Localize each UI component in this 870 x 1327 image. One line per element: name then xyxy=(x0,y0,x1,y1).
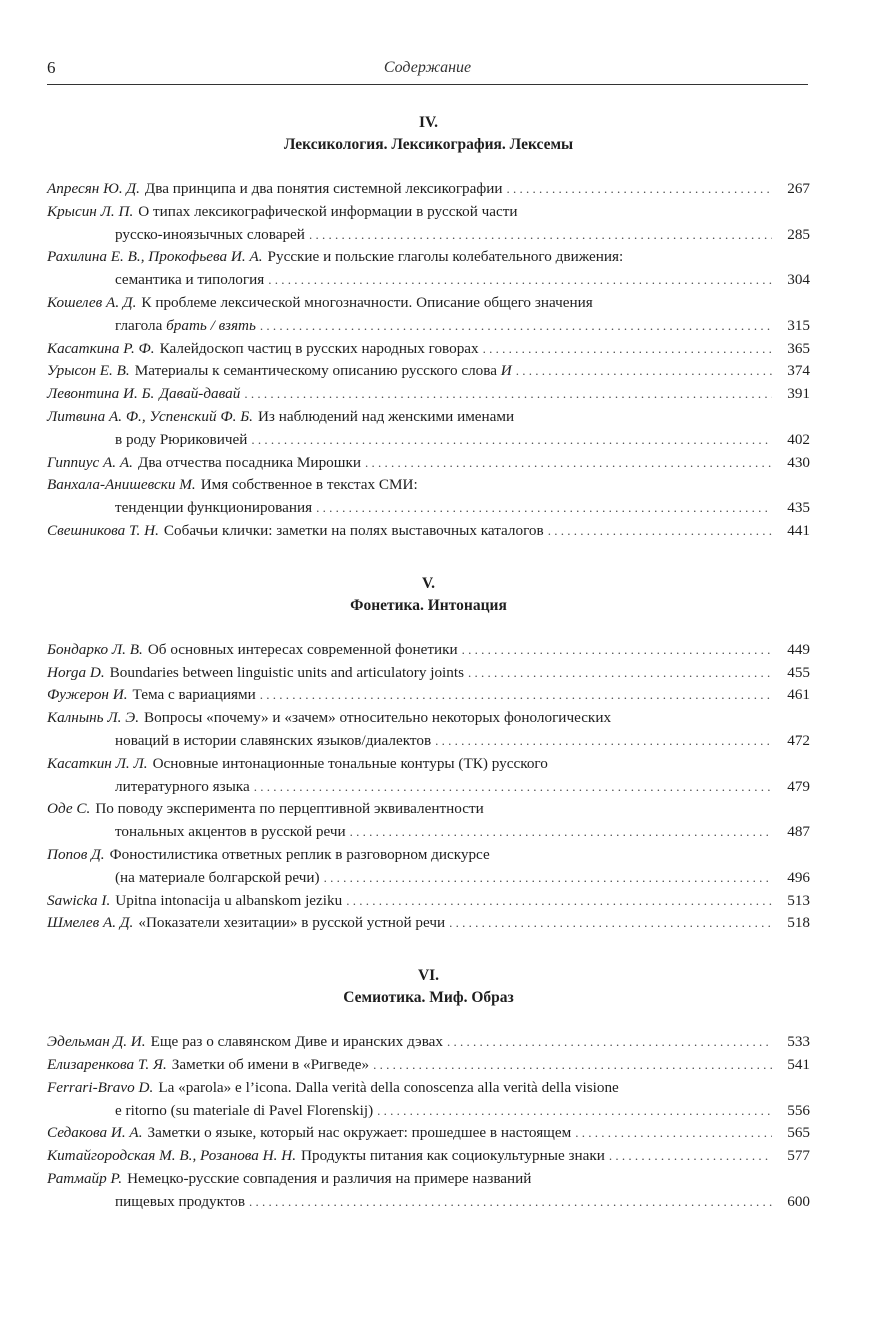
dot-leader xyxy=(435,730,772,753)
entry-title: Имя собственное в текстах СМИ: xyxy=(200,476,418,494)
entry-author: Ванхала-Анишевски М. xyxy=(47,476,196,494)
toc-entry-line xyxy=(47,292,810,315)
dot-leader xyxy=(462,639,772,662)
toc-entry-line xyxy=(47,315,810,338)
toc-section xyxy=(47,112,810,543)
section-heading xyxy=(47,112,810,156)
toc-entry-line xyxy=(47,474,810,497)
entry-page-number: 533 xyxy=(787,1033,810,1051)
entry-title: e ritorno (su materiale di Pavel Florenskij) xyxy=(115,1101,374,1119)
entry-author: Крысин Л. П. xyxy=(47,202,134,220)
entry-title: литературного языка xyxy=(115,777,250,795)
entry-title: (на материале болгарской речи) xyxy=(115,868,320,886)
entry-page-number: 455 xyxy=(787,663,810,681)
entry-title: семантика и типология xyxy=(115,271,265,289)
toc-entry[interactable] xyxy=(47,890,810,913)
entry-author: Шмелев А. Д. xyxy=(47,914,134,932)
dot-leader xyxy=(468,662,772,685)
toc-entry-line xyxy=(47,224,810,247)
toc-entry-line xyxy=(47,497,810,520)
section-title: Семиотика. Миф. Образ xyxy=(343,989,514,1007)
section-heading xyxy=(47,573,810,617)
entry-title: Материалы к семантическому описанию русского слова И xyxy=(134,362,512,380)
toc-entry-line xyxy=(47,429,810,452)
entry-author: Седакова И. А. xyxy=(47,1124,143,1142)
entry-page-number: 577 xyxy=(787,1147,810,1165)
dot-leader xyxy=(575,1122,772,1145)
entry-author: Бондарко Л. В. xyxy=(47,640,143,658)
toc-entry-line xyxy=(47,1100,810,1123)
dot-leader xyxy=(483,338,772,361)
entry-page-number: 472 xyxy=(787,731,810,749)
entry-title: Немецко-русские совпадения и различия на примере названий xyxy=(127,1169,532,1187)
entry-page-number: 461 xyxy=(787,686,810,704)
dot-leader xyxy=(316,497,772,520)
toc-entry-line xyxy=(47,406,810,429)
dot-leader xyxy=(447,1031,772,1054)
toc-entry[interactable] xyxy=(47,1054,810,1077)
toc-entry[interactable] xyxy=(47,912,810,935)
entry-title: русско-иноязычных словарей xyxy=(115,225,305,243)
toc-entry-line xyxy=(47,798,810,821)
toc-entry-line xyxy=(47,1168,810,1191)
entry-title: Калейдоскоп частиц в русских народных говорах xyxy=(159,339,479,357)
entry-author: Попов Д. xyxy=(47,845,105,863)
section-title: Лексикология. Лексикография. Лексемы xyxy=(283,136,574,153)
entry-author: Рахилина Е. В., Прокофьева И. А. xyxy=(47,248,263,266)
entry-title: К проблеме лексической многозначности. Описание общего значения xyxy=(141,293,593,311)
dot-leader xyxy=(268,269,772,292)
toc-entry[interactable] xyxy=(47,338,810,361)
entry-author: Касаткин Л. Л. xyxy=(47,754,148,772)
entry-title: Из наблюдений над женскими именами xyxy=(257,407,515,425)
entry-page-number: 441 xyxy=(787,521,810,539)
toc-entry-line xyxy=(47,1191,810,1214)
toc-entry-line xyxy=(47,912,810,935)
entry-title: Заметки об имени в «Ригведе» xyxy=(171,1055,370,1073)
toc-entry[interactable] xyxy=(47,1122,810,1145)
entry-title: Upitna intonacija u albanskom jeziku xyxy=(115,891,343,909)
toc-entry-line xyxy=(47,776,810,799)
entry-title: Два отчества посадника Мирошки xyxy=(137,453,361,471)
toc-entry[interactable] xyxy=(47,383,810,406)
toc-entry[interactable] xyxy=(47,684,810,707)
toc-section xyxy=(47,573,810,935)
section-number: VI. xyxy=(417,967,440,985)
toc-entry-line xyxy=(47,360,810,383)
toc-entry[interactable] xyxy=(47,201,810,247)
entry-title: Еще раз о славянском Диве и иранских дэвах xyxy=(150,1033,444,1051)
toc-entry-line xyxy=(47,1145,810,1168)
running-title: Содержание xyxy=(383,59,472,76)
entry-author: Литвина А. Ф., Успенский Ф. Б. xyxy=(47,407,253,425)
entry-author: Касаткина Р. Ф. xyxy=(47,339,155,357)
entry-page-number: 430 xyxy=(787,453,810,471)
table-of-contents xyxy=(47,112,810,1243)
toc-section xyxy=(47,965,810,1213)
running-head xyxy=(47,58,808,85)
entry-title: Тема с вариациями xyxy=(132,686,256,704)
entry-page-number: 565 xyxy=(787,1124,810,1142)
dot-leader xyxy=(346,890,772,913)
entry-author: Левонтина И. Б. xyxy=(47,385,155,403)
entry-title: пищевых продуктов xyxy=(115,1192,246,1210)
toc-entry-line xyxy=(47,1054,810,1077)
toc-entry-line xyxy=(47,662,810,685)
entry-page-number: 435 xyxy=(787,499,810,517)
toc-entry-line xyxy=(47,1077,810,1100)
toc-entry-line xyxy=(47,684,810,707)
dot-leader xyxy=(516,360,772,383)
dot-leader xyxy=(324,867,772,890)
toc-entry-line xyxy=(47,1122,810,1145)
entry-page-number: 479 xyxy=(787,777,810,795)
toc-entry-line xyxy=(47,867,810,890)
entry-author: Кошелев А. Д. xyxy=(47,293,137,311)
entry-title: Фоностилистика ответных реплик в разговорном дискурсе xyxy=(109,845,490,863)
entry-title: Заметки о языке, который нас окружает: прошедшее в настоящем xyxy=(147,1124,572,1142)
toc-entry-list xyxy=(47,178,810,543)
entry-author: Оде С. xyxy=(47,800,91,818)
toc-entry-line xyxy=(47,452,810,475)
dot-leader xyxy=(254,776,772,799)
toc-entry-line xyxy=(47,844,810,867)
entry-author: Фужерон И. xyxy=(47,686,128,704)
toc-entry-line xyxy=(47,246,810,269)
toc-entry[interactable] xyxy=(47,798,810,844)
entry-page-number: 267 xyxy=(787,180,810,197)
entry-page-number: 518 xyxy=(787,914,810,932)
entry-page-number: 556 xyxy=(787,1101,810,1119)
entry-title: тенденции функционирования xyxy=(115,499,313,517)
entry-author: Урысон Е. В. xyxy=(47,362,130,380)
entry-page-number: 374 xyxy=(787,362,810,380)
toc-entry[interactable] xyxy=(47,662,810,685)
toc-entry-line xyxy=(47,338,810,361)
dot-leader xyxy=(260,315,772,338)
entry-title: Продукты питания как социокультурные знаки xyxy=(301,1147,605,1165)
toc-entry-list xyxy=(47,1031,810,1213)
entry-title: Вопросы «почему» и «зачем» относительно некоторых фонологических xyxy=(144,709,612,727)
toc-entry-line xyxy=(47,178,810,201)
section-number: IV. xyxy=(418,114,439,131)
entry-page-number: 600 xyxy=(787,1192,810,1210)
dot-leader xyxy=(350,821,772,844)
toc-entry[interactable] xyxy=(47,1145,810,1168)
entry-author: Апресян Ю. Д. xyxy=(47,180,140,197)
entry-page-number: 449 xyxy=(787,640,810,658)
dot-leader xyxy=(373,1054,772,1077)
entry-page-number: 496 xyxy=(787,868,810,886)
page-number: 6 xyxy=(47,58,56,77)
dot-leader xyxy=(244,383,772,406)
dot-leader xyxy=(251,429,772,452)
toc-entry[interactable] xyxy=(47,452,810,475)
entry-author: Horga D. xyxy=(47,663,105,681)
section-heading xyxy=(47,965,810,1009)
entry-title: новаций в истории славянских языков/диалектов xyxy=(115,731,432,749)
entry-page-number: 391 xyxy=(787,385,810,403)
entry-title: глагола брать / взять xyxy=(115,316,256,334)
entry-title: О типах лексикографической информации в русской части xyxy=(138,202,518,220)
dot-leader xyxy=(260,684,772,707)
entry-page-number: 285 xyxy=(787,225,810,243)
entry-title: в роду Рюриковичей xyxy=(115,430,248,448)
toc-entry-line xyxy=(47,1031,810,1054)
section-title: Фонетика. Интонация xyxy=(350,596,507,614)
section-number: V. xyxy=(421,574,436,592)
toc-entry[interactable] xyxy=(47,639,810,662)
entry-author: Гиппиус А. А. xyxy=(47,453,133,471)
entry-author: Эдельман Д. И. xyxy=(47,1033,146,1051)
toc-entry-line xyxy=(47,821,810,844)
entry-page-number: 487 xyxy=(787,823,810,841)
toc-entry[interactable] xyxy=(47,753,810,799)
entry-author: Ратмайр Р. xyxy=(47,1169,123,1187)
toc-entry[interactable] xyxy=(47,1168,810,1214)
entry-title: Собачьи клички: заметки на полях выставочных каталогов xyxy=(163,521,544,539)
dot-leader xyxy=(249,1191,772,1214)
entry-title: La «parola» e l’icona. Dalla verità della conoscenza alla verità della visione xyxy=(158,1078,619,1096)
toc-entry[interactable] xyxy=(47,844,810,890)
entry-author: Китайгородская М. В., Розанова Н. Н. xyxy=(47,1147,297,1165)
entry-author: Свешникова Т. Н. xyxy=(47,521,159,539)
toc-entry[interactable] xyxy=(47,292,810,338)
entry-title: Boundaries between linguistic units and articulatory joints xyxy=(109,663,464,681)
entry-title: Основные интонационные тональные контуры (ТК) русского xyxy=(152,754,548,772)
toc-entry-line xyxy=(47,890,810,913)
entry-author: Елизаренкова Т. Я. xyxy=(47,1055,167,1073)
entry-page-number: 365 xyxy=(787,339,810,357)
toc-entry[interactable] xyxy=(47,246,810,292)
entry-author: Ferrari-Bravo D. xyxy=(47,1078,154,1096)
dot-leader xyxy=(365,452,772,475)
toc-entry-line xyxy=(47,520,810,543)
toc-entry-line xyxy=(47,730,810,753)
entry-title: «Показатели хезитации» в русской устной речи xyxy=(138,914,446,932)
toc-entry-line xyxy=(47,201,810,224)
dot-leader xyxy=(449,912,772,935)
toc-entry[interactable] xyxy=(47,520,810,543)
toc-entry-line xyxy=(47,753,810,776)
entry-author: Sawicka I. xyxy=(47,891,111,909)
entry-title: Русские и польские глаголы колебательного движения: xyxy=(267,248,624,266)
toc-entry[interactable] xyxy=(47,1031,810,1054)
entry-page-number: 315 xyxy=(787,316,810,334)
toc-entry[interactable] xyxy=(47,178,810,201)
entry-title: Об основных интересах современной фонетики xyxy=(147,640,458,658)
entry-title: По поводу эксперимента по перцептивной эквивалентности xyxy=(95,800,484,818)
toc-entry[interactable] xyxy=(47,707,810,753)
entry-title: тональных акцентов в русской речи xyxy=(115,823,346,841)
toc-entry[interactable] xyxy=(47,1077,810,1123)
entry-page-number: 541 xyxy=(787,1055,810,1073)
toc-entry-line xyxy=(47,707,810,730)
entry-page-number: 513 xyxy=(787,891,810,909)
toc-entry-line xyxy=(47,269,810,292)
dot-leader xyxy=(548,520,772,543)
entry-page-number: 304 xyxy=(787,271,810,289)
dot-leader xyxy=(506,178,772,201)
toc-entry[interactable] xyxy=(47,406,810,452)
dot-leader xyxy=(377,1100,772,1123)
dot-leader xyxy=(309,224,772,247)
dot-leader xyxy=(609,1145,772,1168)
entry-title: Давай-давай xyxy=(159,385,241,403)
toc-entry-list xyxy=(47,639,810,935)
toc-entry[interactable] xyxy=(47,474,810,520)
entry-title: Два принципа и два понятия системной лексикографии xyxy=(144,180,503,197)
toc-entry-line xyxy=(47,383,810,406)
entry-page-number: 402 xyxy=(787,430,810,448)
entry-author: Калнынь Л. Э. xyxy=(47,709,139,727)
toc-entry-line xyxy=(47,639,810,662)
toc-entry[interactable] xyxy=(47,360,810,383)
